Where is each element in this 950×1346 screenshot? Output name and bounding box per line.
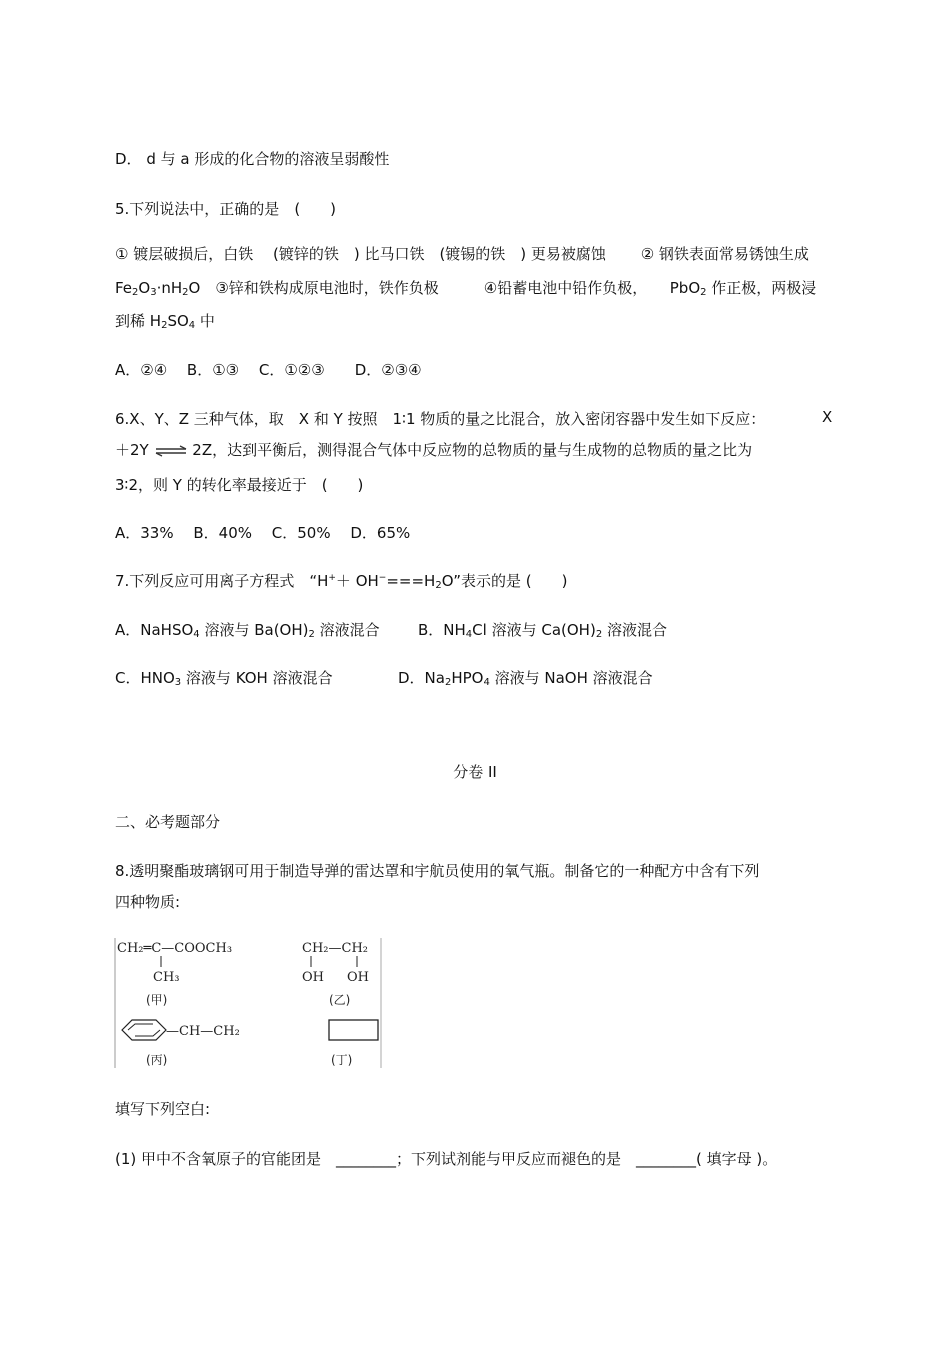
- equilibrium-arrow-icon: [154, 445, 188, 457]
- q7-option-c: C．$HNO_3$ 溶液与 KOH 溶液混合: [115, 669, 333, 688]
- q6-line1: 6.X、Y、Z 三种气体，取 X 和 Y 按照 1∶1 物质的量之比混合，放入密闭容器中发生如下反应：: [115, 410, 766, 428]
- q5-line1: ① 镀层破损后，白铁 (镀锌的铁 ) 比马口铁 (镀锡的铁 ) 更易被腐蚀 ② 钢铁表面常易锈蚀生成: [115, 245, 809, 263]
- q8-line1: 8.透明聚酯玻璃钢可用于制造导弹的雷达罩和宇航员使用的氧气瓶。制备它的一种配方中含有下列: [115, 862, 760, 880]
- bing-formula: —CH—CH₂: [166, 1024, 240, 1039]
- q7-stem: 7.下列反应可用离子方程式 “$H^++ OH^-===H_2O$”表示的是 ( ): [115, 572, 568, 591]
- q6-line1-tail: X: [822, 408, 833, 426]
- yi-oh-left: OH: [302, 970, 324, 985]
- q7-option-d: D．$Na_2HPO_4$ 溶液与 NaOH 溶液混合: [398, 669, 653, 688]
- jia-caption: (甲): [146, 993, 168, 1007]
- q4-option-d: D． d 与 a 形成的化合物的溶液呈弱酸性: [115, 150, 390, 168]
- q5-line3: 到稀 $H_2SO_4$ 中: [115, 312, 215, 331]
- yi-oh-right: OH: [347, 970, 369, 985]
- q5-stem: 5.下列说法中，正确的是 ( ): [115, 200, 337, 218]
- jia-formula-top: CH₂═C—COOCH₃: [117, 941, 233, 956]
- q5-line2: $Fe_2O_3\cdot nH_2O$ ③锌和铁构成原电池时，铁作负极 ④铅蓄电池中铅作负极， PbO$_2$ 作正极，两极浸: [115, 279, 817, 298]
- section-part: 二、必考题部分: [115, 813, 221, 831]
- q7-option-a: A．NaHSO$_4$ 溶液与 $Ba(OH)_2$ 溶液混合: [115, 621, 380, 640]
- yi-caption: (乙): [329, 993, 351, 1007]
- section-title: 分卷 II: [453, 763, 497, 781]
- q8-line2: 四种物质:: [115, 893, 181, 911]
- q8-sub1: (1) 甲中不含氧原子的官能团是 ________；下列试剂能与甲反应而褪色的是 ________( 填字母 )。: [115, 1150, 778, 1168]
- structure-figure: [114, 936, 384, 1068]
- q6-options: A．33% B．40% C．50% D．65%: [115, 524, 411, 542]
- q8-fill: 填写下列空白:: [115, 1100, 211, 1118]
- q6-line2: ＋2Y 2Z，达到平衡后，测得混合气体中反应物的总物质的量与生成物的总物质的量之比为: [115, 441, 753, 459]
- q5-options: A．②④ B．①③ C．①②③ D．②③④: [115, 361, 422, 379]
- yi-formula-top: CH₂—CH₂: [302, 941, 368, 956]
- q7-option-b: B．$NH_4Cl$ 溶液与 $Ca(OH)_2$ 溶液混合: [418, 621, 667, 640]
- jia-formula-bottom: CH₃: [153, 970, 180, 985]
- ding-caption: (丁): [331, 1053, 353, 1067]
- ding-structure-box: [329, 1020, 378, 1040]
- bing-caption: (丙): [146, 1053, 168, 1067]
- q6-line3: 3∶2，则 Y 的转化率最接近于 ( ): [115, 476, 364, 494]
